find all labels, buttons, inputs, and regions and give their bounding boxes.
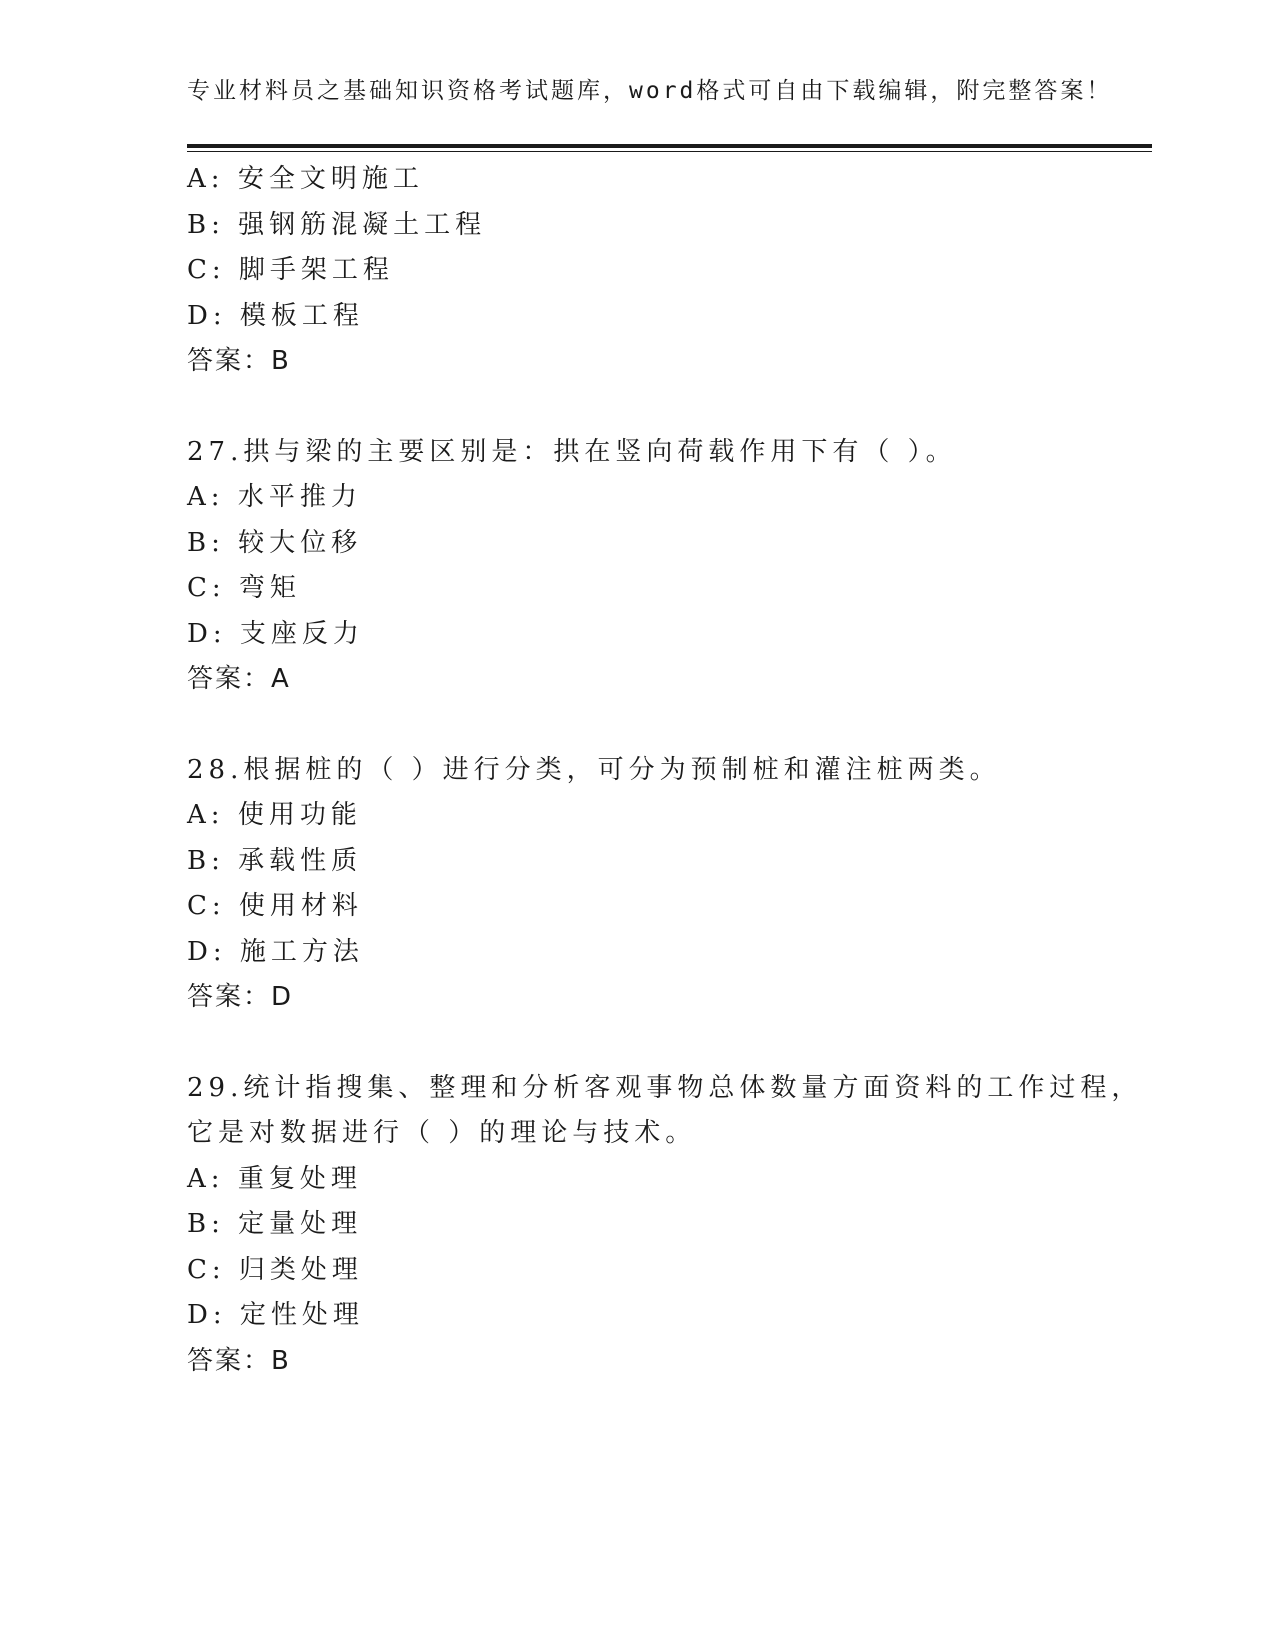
option-a [187,475,1152,521]
option-text: 水平推力 [237,482,362,512]
option-text: 归类处理 [238,1254,363,1285]
option-label: B: [187,1209,225,1239]
option-text: 承载性质 [238,845,363,876]
option-b [187,521,1152,567]
option-d [187,294,1152,340]
option-d [187,1293,1152,1339]
option-label: A: [187,1163,225,1194]
answer-line: 答案：D [187,982,294,1012]
option-b [187,1202,1152,1248]
option-text: 强钢筋混凝土工程 [238,209,487,240]
option-text: 弯矩 [238,573,301,603]
option-label: A: [187,800,225,830]
option-d [187,612,1152,658]
option-text: 定性处理 [239,1300,364,1330]
option-text: 脚手架工程 [238,255,394,285]
option-label: D: [187,1300,227,1330]
option-label: B: [187,845,225,876]
question-text: 27.拱与梁的主要区别是：拱在竖向荷载作用下有（ ）。 [187,436,957,467]
option-b [187,203,1152,249]
option-d [187,930,1152,976]
answer-line: 答案：B [187,346,291,376]
option-a [187,793,1152,839]
question-block-29 [187,1066,1152,1385]
option-text: 支座反力 [239,618,364,649]
option-label: D: [187,300,227,331]
option-c [187,248,1152,294]
option-label: C: [187,255,226,285]
option-label: A: [187,164,225,194]
question-text: 29.统计指搜集、整理和分析客观事物总体数量方面资料的工作过程， [187,1072,1143,1103]
option-text: 定量处理 [238,1209,363,1239]
question-block-26 [187,157,1152,385]
option-label: C: [187,1254,226,1285]
option-text: 模板工程 [239,300,364,331]
option-label: B: [187,527,225,558]
option-c [187,566,1152,612]
option-label: C: [187,891,226,921]
option-label: C: [187,573,226,603]
option-text: 较大位移 [238,527,363,558]
option-a [187,1157,1152,1203]
question-text: 28.根据桩的（ ）进行分类，可分为预制桩和灌注桩两类。 [187,754,1001,785]
option-text: 重复处理 [237,1163,362,1194]
option-c [187,1248,1152,1294]
option-a [187,157,1152,203]
option-text: 使用材料 [238,891,363,921]
question-text-continued: 它是对数据进行（ ）的理论与技术。 [187,1118,697,1148]
question-block-28 [187,748,1152,1021]
option-text: 施工方法 [239,936,364,967]
header-divider-thin [187,151,1152,152]
option-c [187,884,1152,930]
option-text: 安全文明施工 [237,164,424,194]
option-label: A: [187,482,225,512]
option-label: D: [187,936,227,967]
header-divider-thick [187,144,1152,148]
option-text: 使用功能 [237,800,362,830]
answer-line: 答案：B [187,1345,291,1376]
question-list [187,157,1152,1384]
option-label: B: [187,209,225,240]
page-header-title: 专业材料员之基础知识资格考试题库，word格式可自由下载编辑，附完整答案！ [187,78,1113,104]
option-label: D: [187,618,227,649]
question-block-27 [187,430,1152,703]
answer-line: 答案：A [187,664,291,694]
option-b [187,839,1152,885]
